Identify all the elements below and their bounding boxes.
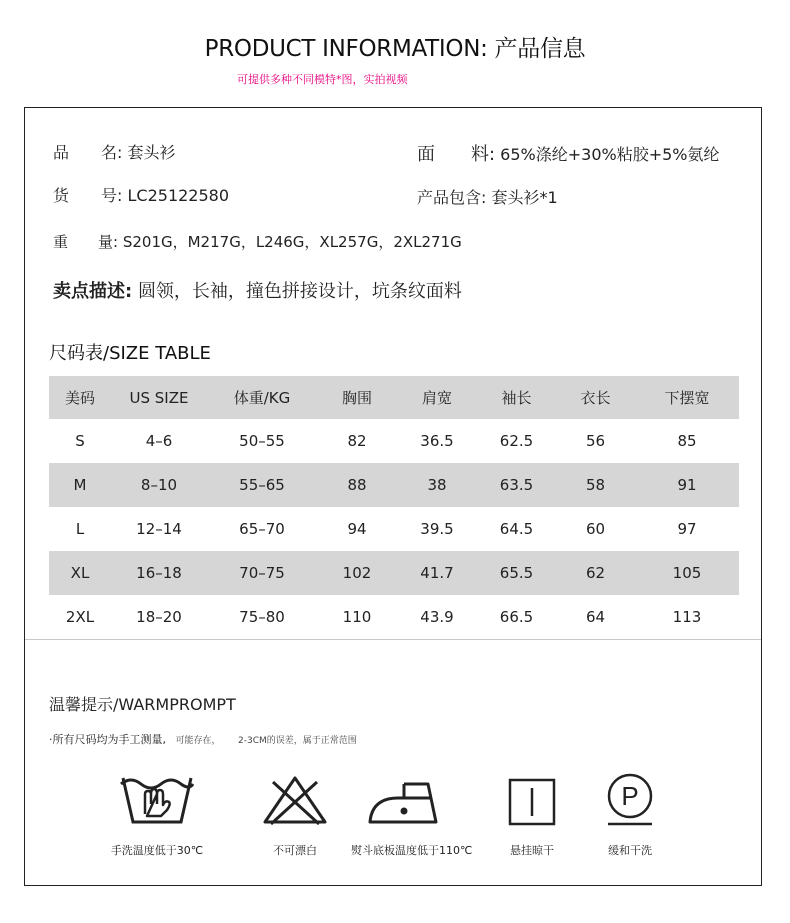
table-cell: 102 — [317, 551, 397, 595]
table-cell: 4–6 — [145, 432, 173, 450]
hand-wash-icon — [117, 772, 197, 828]
table-cell: 62 — [556, 551, 635, 595]
table-cell: 91 — [635, 463, 739, 507]
table-row — [49, 463, 739, 507]
table-cell: 94 — [347, 520, 367, 538]
table-cell: M — [49, 463, 111, 507]
weight-label: 重 量: — [53, 233, 119, 251]
care-iron — [351, 772, 471, 858]
page-title: PRODUCT INFORMATION: 产品信息 — [204, 36, 586, 62]
column-header: 袖长 — [477, 376, 556, 419]
care-label: 悬挂晾干 — [510, 844, 554, 857]
table-cell: 50–55 — [239, 432, 285, 450]
table-row — [49, 551, 739, 595]
table-cell: S — [75, 432, 85, 450]
table-cell: 36.5 — [420, 432, 454, 450]
package-value: 套头衫*1 — [491, 188, 558, 207]
table-cell: 113 — [672, 608, 702, 626]
table-cell: 105 — [635, 551, 739, 595]
table-cell: 41.7 — [397, 551, 477, 595]
table-cell: 2XL — [65, 608, 95, 626]
table-header-row — [49, 376, 739, 419]
table-cell: 75–80 — [239, 608, 285, 626]
name-label: 品 名: — [53, 143, 123, 162]
sku-value: LC25122580 — [127, 186, 230, 205]
table-cell: 8–10 — [111, 463, 207, 507]
fabric-value: 65%涤纶+30%粘胶+5%氨纶 — [500, 145, 720, 164]
table-cell: 38 — [397, 463, 477, 507]
svg-text:P: P — [621, 781, 639, 811]
table-cell: 63.5 — [477, 463, 556, 507]
column-header: 美码 — [49, 376, 111, 419]
table-cell: 65–70 — [239, 520, 285, 538]
note-main: ·所有尺码均为手工测量, — [49, 733, 166, 746]
table-row — [49, 419, 739, 463]
table-cell: 88 — [317, 463, 397, 507]
care-label: 缓和干洗 — [608, 844, 652, 857]
fabric-label: 面 料: — [417, 144, 496, 165]
table-cell: 66.5 — [499, 608, 534, 626]
table-cell: 97 — [677, 520, 697, 538]
table-cell: 58 — [556, 463, 635, 507]
package-label: 产品包含: — [417, 188, 487, 207]
note-small-2: 2-3CM的误差，属于正常范围 — [238, 736, 357, 746]
table-cell: 16–18 — [111, 551, 207, 595]
name-row — [53, 140, 176, 163]
column-header: 下摆宽 — [635, 376, 739, 419]
selling-row — [53, 277, 462, 303]
table-cell: L — [75, 520, 85, 538]
package-row — [417, 185, 558, 208]
care-label: 熨斗底板温度低于110℃ — [351, 844, 473, 857]
table-cell: 56 — [585, 432, 606, 450]
table-cell: 64.5 — [499, 520, 534, 538]
care-hand-wash — [97, 772, 217, 858]
table-cell: XL — [49, 551, 111, 595]
table-cell: 55–65 — [207, 463, 317, 507]
dry-clean-icon — [590, 772, 670, 828]
subtitle: 可提供多种不同模特*图，实拍视频 — [237, 73, 408, 86]
warm-prompt-title: 温馨提示/WARMPROMPT — [49, 695, 236, 714]
column-header: US SIZE — [111, 376, 207, 419]
iron-icon — [366, 772, 456, 828]
fabric-row — [417, 140, 720, 166]
column-header: 衣长 — [556, 376, 635, 419]
care-label: 手洗温度低于30℃ — [110, 844, 204, 857]
section-divider — [25, 639, 761, 640]
table-cell: 65.5 — [477, 551, 556, 595]
name-value: 套头衫 — [127, 143, 176, 162]
hang-dry-icon — [492, 772, 572, 828]
column-header: 体重/KG — [207, 376, 317, 419]
no-bleach-icon — [255, 772, 335, 828]
sku-row — [53, 183, 229, 206]
table-row — [49, 507, 739, 551]
weight-value: S201G，M217G，L246G，XL257G，2XL271G — [122, 233, 462, 251]
table-cell: 70–75 — [207, 551, 317, 595]
table-cell: 85 — [677, 432, 697, 450]
table-cell: 39.5 — [420, 520, 454, 538]
column-header: 胸围 — [317, 376, 397, 419]
table-cell: 64 — [585, 608, 606, 626]
table-cell: 62.5 — [499, 432, 534, 450]
column-header: 肩宽 — [397, 376, 477, 419]
table-cell: 82 — [347, 432, 367, 450]
sku-label: 货 号: — [53, 186, 123, 205]
care-no-bleach — [235, 772, 355, 858]
size-table-title: 尺码表/SIZE TABLE — [49, 343, 211, 364]
weight-row — [53, 231, 462, 252]
table-row — [49, 595, 739, 639]
care-dry-clean — [570, 772, 690, 858]
selling-label: 卖点描述: — [53, 281, 133, 302]
selling-value: 圆领，长袖，撞色拼接设计，坑条纹面料 — [137, 281, 462, 302]
table-cell: 60 — [585, 520, 606, 538]
size-table — [49, 376, 739, 639]
table-cell: 43.9 — [420, 608, 454, 626]
table-cell: 18–20 — [136, 608, 182, 626]
care-label: 不可漂白 — [273, 844, 317, 857]
table-cell: 12–14 — [136, 520, 182, 538]
measurement-note — [49, 731, 357, 747]
table-cell: 110 — [342, 608, 372, 626]
note-small-1: 可能存在， — [175, 736, 221, 746]
